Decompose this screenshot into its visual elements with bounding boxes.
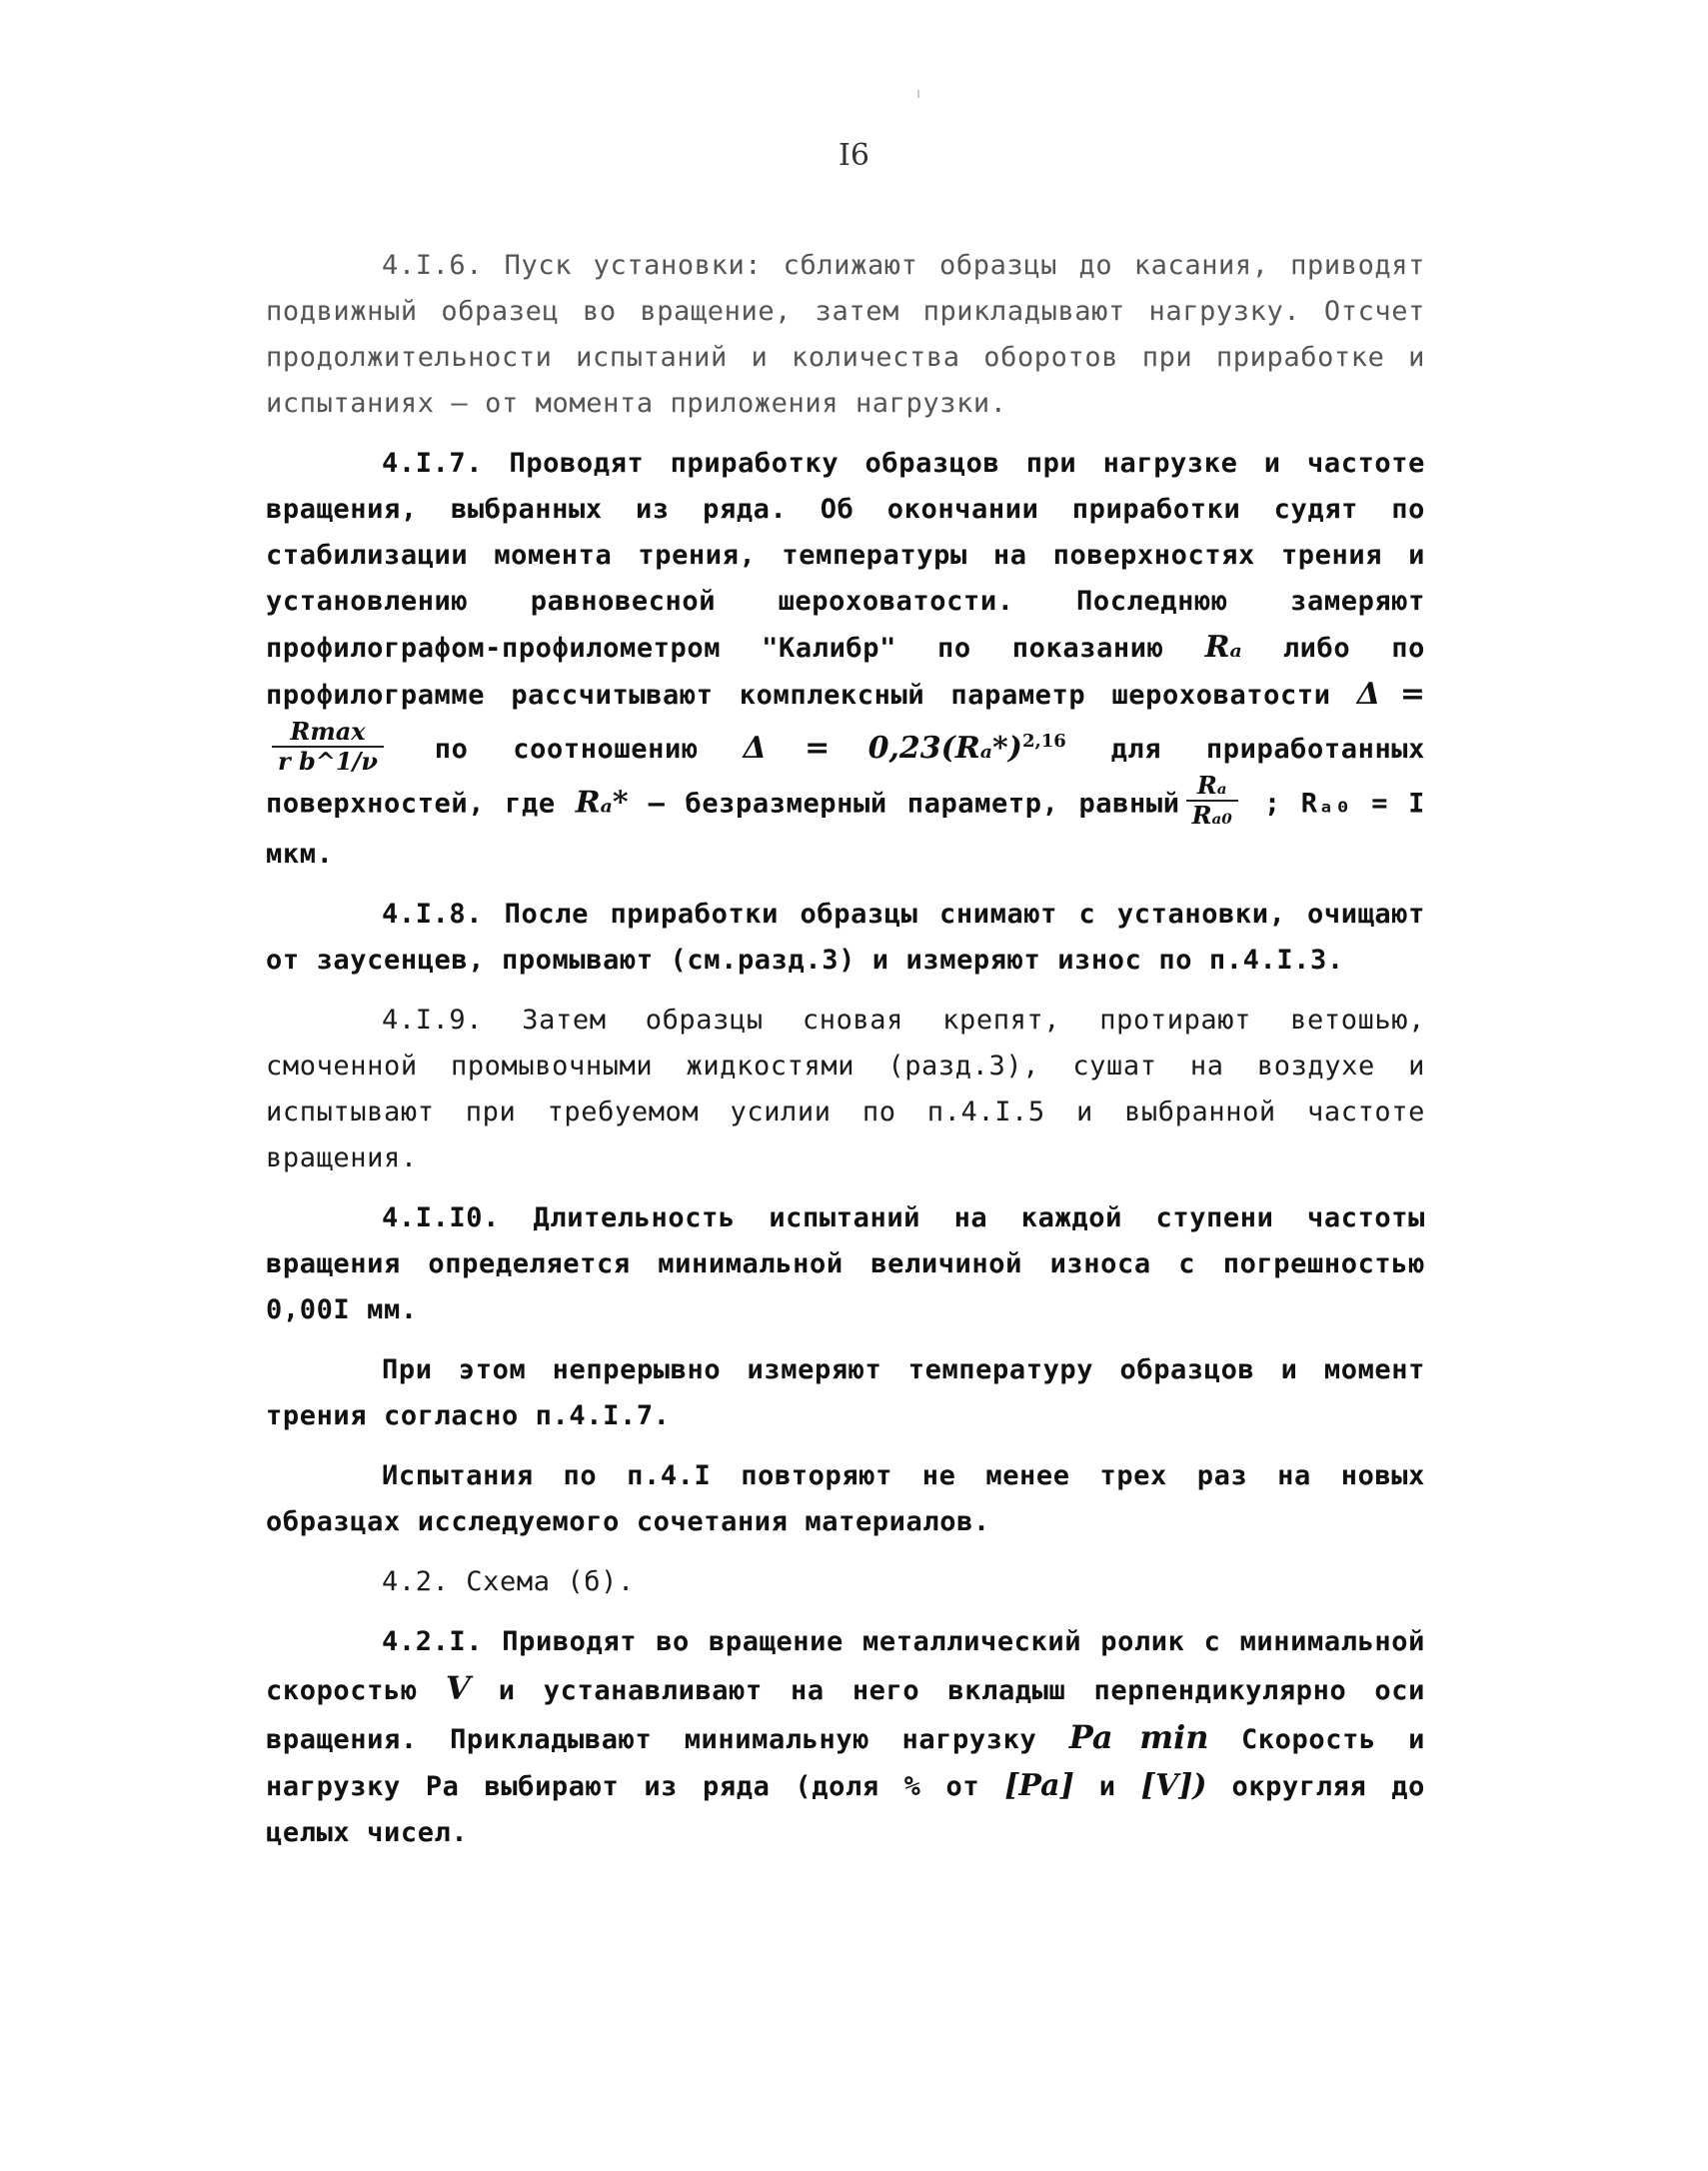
- paragraph-measure: При этом непрерывно измеряют температуру образцов и момент трения согласно п.4.I.7.: [266, 1353, 1425, 1431]
- page-number: I6: [839, 138, 869, 173]
- paragraph-4-2-1-text-d: и: [1098, 1770, 1116, 1802]
- delta-fraction: [272, 716, 384, 776]
- roughness-formula-lhs: Δ = 0,23(Rₐ*): [743, 731, 1022, 766]
- roughness-formula-exponent: 2,16: [1021, 731, 1066, 752]
- paragraph-4-1-7-text-c: по соотношению: [434, 734, 699, 765]
- v-symbol: V: [445, 1668, 471, 1707]
- paragraph-4-1-7-text-a: 4.I.7. Проводят приработку образцов при нагрузке и частоте вращения, выбранных из ряда. Об окончании приработки судят по стабилизации момента трения, температуры на поверхностях трения и установлению равновесной шероховатости. Последнюю замеряют профилографом-профилометром "Калибр" по показанию: [266, 448, 1425, 664]
- paragraph-4-2-1-text-b: и устанавливают на него вкладыш перпендикулярно оси вращения. Прикладывают минимальную нагрузку: [266, 1674, 1425, 1755]
- delta-numerator: Rmax: [272, 720, 384, 748]
- ratio-numerator: Rₐ: [1186, 774, 1238, 802]
- v-bracket: [V]): [1140, 1767, 1207, 1803]
- ratio-denominator: Rₐ₀: [1191, 800, 1232, 830]
- paragraph-4-1-6: 4.I.6. Пуск установки: сближают образцы до касания, приводят подвижный образец во вращение, затем прикладывают нагрузку. Отсчет продолжительности испытаний и количества оборотов при приработке и испытаниях – от момента приложения нагрузки.: [266, 250, 1425, 419]
- paragraph-4-1-9: 4.I.9. Затем образцы сновая крепят, протирают ветошью, смоченной промывочными жидкостями (разд.3), сушат на воздухе и испытывают при требуемом усилии по п.4.I.5 и выбранной частоте вращения.: [266, 1004, 1425, 1173]
- delta-lhs: Δ =: [1356, 677, 1426, 712]
- paragraph-4-2-1-text-e: округляя до целых чисел.: [266, 1770, 1426, 1848]
- delta-denominator: r b^1/ν: [278, 746, 379, 776]
- document-body: [266, 243, 1425, 1870]
- scan-artifact: [917, 90, 919, 98]
- ra-symbol: Rₐ: [1204, 630, 1242, 665]
- pa-min-symbol: Pa min: [1068, 1717, 1209, 1756]
- paragraph-4-2: 4.2. Схема (б).: [382, 1565, 635, 1597]
- ra0-definition: Rₐ₀ = I мкм.: [266, 788, 1426, 870]
- roughness-formula: [743, 731, 1065, 766]
- ra-star-symbol: Rₐ*: [575, 785, 629, 820]
- paragraph-4-1-10: 4.I.I0. Длительность испытаний на каждой ступени частоты вращения определяется минимальной величиной износа с погрешностью 0,00I мм.: [266, 1201, 1425, 1325]
- paragraph-4-2-1-text-c: Скорость и нагрузку Pa выбирают из ряда (доля % от: [266, 1723, 1426, 1802]
- paragraph-4-1-7: [266, 441, 1425, 878]
- paragraph-4-2-1: [266, 1619, 1425, 1856]
- paragraph-4-2-1-text-a: 4.2.I. Приводят во вращение металлический ролик с минимальной скоростью: [266, 1625, 1425, 1706]
- ratio-separator: ;: [1263, 788, 1281, 819]
- paragraph-4-1-7-text-b: либо по профилограмме рассчитывают комплексный параметр шероховатости: [266, 633, 1425, 711]
- paragraph-4-1-7-text-e: – безразмерный параметр, равный: [648, 788, 1180, 819]
- paragraph-4-1-8: 4.I.8. После приработки образцы снимают с установки, очищают от заусенцев, промывают (см.разд.3) и измеряют износ по п.4.I.3.: [266, 898, 1425, 976]
- pa-bracket: [Pa]: [1004, 1767, 1074, 1803]
- ratio-fraction: [1186, 770, 1238, 830]
- paragraph-4-1-7-text-d: для приработанных поверхностей, где: [266, 734, 1426, 819]
- paragraph-repeat: Испытания по п.4.I повторяют не менее трех раз на новых образцах исследуемого сочетания материалов.: [266, 1459, 1425, 1537]
